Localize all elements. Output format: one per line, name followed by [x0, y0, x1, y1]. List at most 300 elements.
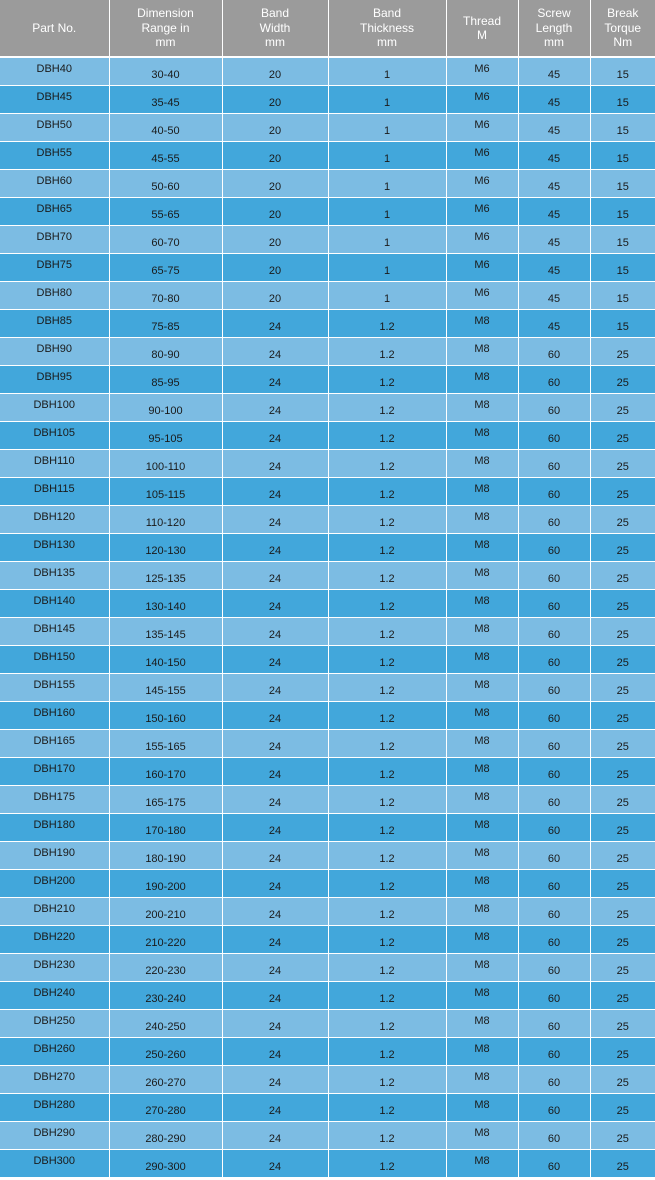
dimension-range-cell: 155-165	[109, 729, 222, 757]
band-width-cell: 24	[222, 953, 328, 981]
screw-length-cell: 45	[518, 281, 590, 309]
thread-cell: M6	[446, 225, 518, 253]
screw-length-cell: 60	[518, 561, 590, 589]
part-no-cell: DBH155	[0, 673, 109, 701]
table-row	[0, 813, 655, 841]
thread-cell: M8	[446, 449, 518, 477]
header-row	[0, 0, 655, 57]
thread-cell: M8	[446, 589, 518, 617]
dimension-range-cell: 105-115	[109, 477, 222, 505]
dimension-range-cell: 260-270	[109, 1065, 222, 1093]
band-thickness-cell: 1.2	[328, 841, 446, 869]
band-width-cell: 20	[222, 113, 328, 141]
band-width-cell: 24	[222, 1121, 328, 1149]
table-row	[0, 617, 655, 645]
dimension-range-cell: 30-40	[109, 57, 222, 85]
table-header	[0, 0, 655, 57]
band-width-cell: 24	[222, 869, 328, 897]
screw-length-cell: 45	[518, 113, 590, 141]
screw-length-cell: 60	[518, 869, 590, 897]
thread-cell: M6	[446, 253, 518, 281]
band-width-cell: 24	[222, 1149, 328, 1177]
break-torque-cell: 25	[590, 1121, 655, 1149]
dimension-range-cell: 160-170	[109, 757, 222, 785]
band-width-cell: 24	[222, 925, 328, 953]
screw-length-cell: 60	[518, 365, 590, 393]
break-torque-cell: 25	[590, 505, 655, 533]
break-torque-cell: 25	[590, 953, 655, 981]
thread-cell: M6	[446, 141, 518, 169]
band-thickness-cell: 1.2	[328, 309, 446, 337]
thread-cell: M8	[446, 785, 518, 813]
part-no-cell: DBH300	[0, 1149, 109, 1177]
screw-length-cell: 60	[518, 505, 590, 533]
thread-cell: M8	[446, 561, 518, 589]
break-torque-cell: 15	[590, 309, 655, 337]
band-width-cell: 20	[222, 85, 328, 113]
part-no-cell: DBH240	[0, 981, 109, 1009]
table-row	[0, 477, 655, 505]
part-no-cell: DBH135	[0, 561, 109, 589]
table-row	[0, 701, 655, 729]
band-width-cell: 20	[222, 225, 328, 253]
break-torque-cell: 25	[590, 981, 655, 1009]
screw-length-cell: 60	[518, 645, 590, 673]
band-thickness-cell: 1.2	[328, 477, 446, 505]
table-row	[0, 1149, 655, 1177]
part-no-cell: DBH45	[0, 85, 109, 113]
break-torque-cell: 15	[590, 281, 655, 309]
table-row	[0, 645, 655, 673]
thread-cell: M8	[446, 337, 518, 365]
band-width-cell: 24	[222, 841, 328, 869]
part-no-cell: DBH150	[0, 645, 109, 673]
table-row	[0, 505, 655, 533]
screw-length-cell: 60	[518, 589, 590, 617]
dimension-range-cell: 125-135	[109, 561, 222, 589]
dimension-range-cell: 90-100	[109, 393, 222, 421]
band-thickness-cell: 1	[328, 141, 446, 169]
thread-cell: M8	[446, 869, 518, 897]
dimension-range-cell: 270-280	[109, 1093, 222, 1121]
thread-cell: M8	[446, 729, 518, 757]
band-thickness-cell: 1.2	[328, 925, 446, 953]
band-thickness-cell: 1.2	[328, 701, 446, 729]
part-no-cell: DBH210	[0, 897, 109, 925]
screw-length-cell: 60	[518, 617, 590, 645]
band-thickness-cell: 1.2	[328, 1009, 446, 1037]
dimension-range-cell: 165-175	[109, 785, 222, 813]
table-row	[0, 309, 655, 337]
break-torque-cell: 25	[590, 785, 655, 813]
band-width-cell: 24	[222, 533, 328, 561]
band-thickness-cell: 1.2	[328, 589, 446, 617]
thread-cell: M6	[446, 57, 518, 85]
thread-cell: M8	[446, 953, 518, 981]
band-thickness-cell: 1.2	[328, 673, 446, 701]
band-width-cell: 24	[222, 561, 328, 589]
band-width-cell: 24	[222, 645, 328, 673]
thread-cell: M6	[446, 85, 518, 113]
table-row	[0, 1093, 655, 1121]
band-thickness-cell: 1.2	[328, 953, 446, 981]
dimension-range-cell: 180-190	[109, 841, 222, 869]
band-thickness-cell: 1.2	[328, 813, 446, 841]
part-no-cell: DBH145	[0, 617, 109, 645]
table-row	[0, 841, 655, 869]
break-torque-cell: 25	[590, 1093, 655, 1121]
part-no-cell: DBH50	[0, 113, 109, 141]
dimension-range-cell: 150-160	[109, 701, 222, 729]
dimension-range-cell: 45-55	[109, 141, 222, 169]
screw-length-cell: 60	[518, 757, 590, 785]
table-row	[0, 169, 655, 197]
header-band-thickness: Band Thickness mm	[328, 0, 446, 57]
dimension-range-cell: 190-200	[109, 869, 222, 897]
band-width-cell: 24	[222, 449, 328, 477]
band-thickness-cell: 1.2	[328, 981, 446, 1009]
band-width-cell: 24	[222, 505, 328, 533]
dimension-range-cell: 200-210	[109, 897, 222, 925]
thread-cell: M8	[446, 813, 518, 841]
part-no-cell: DBH85	[0, 309, 109, 337]
header-dimension-range: Dimension Range in mm	[109, 0, 222, 57]
band-thickness-cell: 1.2	[328, 393, 446, 421]
table-row	[0, 953, 655, 981]
break-torque-cell: 15	[590, 169, 655, 197]
break-torque-cell: 15	[590, 141, 655, 169]
band-thickness-cell: 1	[328, 197, 446, 225]
screw-length-cell: 60	[518, 897, 590, 925]
break-torque-cell: 15	[590, 57, 655, 85]
band-thickness-cell: 1.2	[328, 785, 446, 813]
thread-cell: M8	[446, 1037, 518, 1065]
break-torque-cell: 25	[590, 393, 655, 421]
band-thickness-cell: 1.2	[328, 1037, 446, 1065]
table-row	[0, 281, 655, 309]
screw-length-cell: 45	[518, 57, 590, 85]
table-row	[0, 1065, 655, 1093]
screw-length-cell: 60	[518, 1149, 590, 1177]
part-no-cell: DBH230	[0, 953, 109, 981]
break-torque-cell: 25	[590, 617, 655, 645]
band-thickness-cell: 1.2	[328, 897, 446, 925]
band-thickness-cell: 1.2	[328, 645, 446, 673]
table-row	[0, 365, 655, 393]
break-torque-cell: 25	[590, 841, 655, 869]
part-no-cell: DBH60	[0, 169, 109, 197]
thread-cell: M8	[446, 673, 518, 701]
dimension-range-cell: 170-180	[109, 813, 222, 841]
break-torque-cell: 25	[590, 1037, 655, 1065]
band-width-cell: 20	[222, 141, 328, 169]
band-width-cell: 20	[222, 253, 328, 281]
thread-cell: M8	[446, 645, 518, 673]
dimension-range-cell: 80-90	[109, 337, 222, 365]
screw-length-cell: 45	[518, 253, 590, 281]
band-thickness-cell: 1.2	[328, 617, 446, 645]
band-width-cell: 24	[222, 1037, 328, 1065]
part-no-cell: DBH120	[0, 505, 109, 533]
dimension-range-cell: 85-95	[109, 365, 222, 393]
table-row	[0, 869, 655, 897]
table-row	[0, 1037, 655, 1065]
band-width-cell: 24	[222, 589, 328, 617]
part-no-cell: DBH65	[0, 197, 109, 225]
screw-length-cell: 60	[518, 841, 590, 869]
part-no-cell: DBH90	[0, 337, 109, 365]
screw-length-cell: 60	[518, 449, 590, 477]
thread-cell: M6	[446, 169, 518, 197]
screw-length-cell: 60	[518, 1037, 590, 1065]
break-torque-cell: 25	[590, 421, 655, 449]
break-torque-cell: 25	[590, 701, 655, 729]
part-no-cell: DBH175	[0, 785, 109, 813]
part-no-cell: DBH140	[0, 589, 109, 617]
part-no-cell: DBH260	[0, 1037, 109, 1065]
screw-length-cell: 45	[518, 141, 590, 169]
thread-cell: M8	[446, 925, 518, 953]
dimension-range-cell: 40-50	[109, 113, 222, 141]
screw-length-cell: 60	[518, 477, 590, 505]
table-row	[0, 757, 655, 785]
dimension-range-cell: 145-155	[109, 673, 222, 701]
table-row	[0, 1009, 655, 1037]
band-width-cell: 20	[222, 57, 328, 85]
screw-length-cell: 45	[518, 169, 590, 197]
thread-cell: M8	[446, 477, 518, 505]
part-no-cell: DBH55	[0, 141, 109, 169]
table-body	[0, 57, 655, 1177]
thread-cell: M8	[446, 1149, 518, 1177]
dimension-range-cell: 220-230	[109, 953, 222, 981]
band-thickness-cell: 1.2	[328, 561, 446, 589]
screw-length-cell: 60	[518, 1121, 590, 1149]
thread-cell: M8	[446, 365, 518, 393]
part-no-cell: DBH270	[0, 1065, 109, 1093]
table-row	[0, 337, 655, 365]
table-row	[0, 561, 655, 589]
part-no-cell: DBH280	[0, 1093, 109, 1121]
band-thickness-cell: 1	[328, 113, 446, 141]
part-no-cell: DBH160	[0, 701, 109, 729]
table-row	[0, 57, 655, 85]
thread-cell: M8	[446, 421, 518, 449]
thread-cell: M6	[446, 113, 518, 141]
band-width-cell: 24	[222, 785, 328, 813]
part-no-cell: DBH40	[0, 57, 109, 85]
band-thickness-cell: 1.2	[328, 1149, 446, 1177]
screw-length-cell: 45	[518, 85, 590, 113]
break-torque-cell: 15	[590, 225, 655, 253]
screw-length-cell: 60	[518, 1009, 590, 1037]
band-thickness-cell: 1.2	[328, 869, 446, 897]
part-no-cell: DBH130	[0, 533, 109, 561]
thread-cell: M8	[446, 897, 518, 925]
break-torque-cell: 25	[590, 533, 655, 561]
band-thickness-cell: 1	[328, 225, 446, 253]
table-row	[0, 785, 655, 813]
dimension-range-cell: 280-290	[109, 1121, 222, 1149]
break-torque-cell: 25	[590, 1009, 655, 1037]
screw-length-cell: 60	[518, 701, 590, 729]
part-no-cell: DBH180	[0, 813, 109, 841]
part-no-cell: DBH80	[0, 281, 109, 309]
dimension-range-cell: 55-65	[109, 197, 222, 225]
table-row	[0, 393, 655, 421]
table-row	[0, 1121, 655, 1149]
break-torque-cell: 15	[590, 253, 655, 281]
screw-length-cell: 45	[518, 225, 590, 253]
break-torque-cell: 25	[590, 477, 655, 505]
band-width-cell: 24	[222, 421, 328, 449]
break-torque-cell: 15	[590, 85, 655, 113]
dimension-range-cell: 75-85	[109, 309, 222, 337]
break-torque-cell: 25	[590, 449, 655, 477]
part-no-cell: DBH220	[0, 925, 109, 953]
band-width-cell: 24	[222, 337, 328, 365]
band-thickness-cell: 1.2	[328, 449, 446, 477]
dimension-range-cell: 95-105	[109, 421, 222, 449]
band-thickness-cell: 1.2	[328, 533, 446, 561]
band-width-cell: 24	[222, 393, 328, 421]
band-width-cell: 24	[222, 757, 328, 785]
part-no-cell: DBH100	[0, 393, 109, 421]
break-torque-cell: 25	[590, 1149, 655, 1177]
header-screw-length: Screw Length mm	[518, 0, 590, 57]
part-no-cell: DBH165	[0, 729, 109, 757]
screw-length-cell: 60	[518, 393, 590, 421]
break-torque-cell: 25	[590, 897, 655, 925]
header-part-no: Part No.	[0, 0, 109, 57]
dimension-range-cell: 130-140	[109, 589, 222, 617]
break-torque-cell: 15	[590, 113, 655, 141]
table-row	[0, 673, 655, 701]
band-width-cell: 24	[222, 981, 328, 1009]
part-no-cell: DBH105	[0, 421, 109, 449]
table-row	[0, 113, 655, 141]
band-width-cell: 24	[222, 729, 328, 757]
screw-length-cell: 45	[518, 197, 590, 225]
dimension-range-cell: 230-240	[109, 981, 222, 1009]
part-no-cell: DBH250	[0, 1009, 109, 1037]
thread-cell: M8	[446, 1093, 518, 1121]
table-row	[0, 141, 655, 169]
table-row	[0, 421, 655, 449]
band-width-cell: 24	[222, 1009, 328, 1037]
table-row	[0, 897, 655, 925]
break-torque-cell: 25	[590, 757, 655, 785]
screw-length-cell: 45	[518, 309, 590, 337]
dimension-range-cell: 35-45	[109, 85, 222, 113]
part-no-cell: DBH200	[0, 869, 109, 897]
band-width-cell: 24	[222, 1093, 328, 1121]
header-break-torque: Break Torque Nm	[590, 0, 655, 57]
part-no-cell: DBH190	[0, 841, 109, 869]
dimension-range-cell: 120-130	[109, 533, 222, 561]
band-thickness-cell: 1	[328, 57, 446, 85]
break-torque-cell: 25	[590, 365, 655, 393]
band-width-cell: 24	[222, 617, 328, 645]
screw-length-cell: 60	[518, 729, 590, 757]
screw-length-cell: 60	[518, 673, 590, 701]
dimension-range-cell: 135-145	[109, 617, 222, 645]
band-thickness-cell: 1.2	[328, 1093, 446, 1121]
band-width-cell: 24	[222, 365, 328, 393]
thread-cell: M8	[446, 841, 518, 869]
part-no-cell: DBH70	[0, 225, 109, 253]
break-torque-cell: 25	[590, 561, 655, 589]
thread-cell: M8	[446, 757, 518, 785]
part-no-cell: DBH110	[0, 449, 109, 477]
thread-cell: M8	[446, 1009, 518, 1037]
table-row	[0, 589, 655, 617]
screw-length-cell: 60	[518, 1093, 590, 1121]
thread-cell: M8	[446, 617, 518, 645]
screw-length-cell: 60	[518, 1065, 590, 1093]
table-row	[0, 533, 655, 561]
thread-cell: M8	[446, 701, 518, 729]
thread-cell: M8	[446, 1121, 518, 1149]
part-no-cell: DBH75	[0, 253, 109, 281]
screw-length-cell: 60	[518, 785, 590, 813]
table-row	[0, 225, 655, 253]
band-width-cell: 20	[222, 197, 328, 225]
band-thickness-cell: 1.2	[328, 1121, 446, 1149]
thread-cell: M8	[446, 1065, 518, 1093]
band-thickness-cell: 1	[328, 169, 446, 197]
band-width-cell: 24	[222, 813, 328, 841]
thread-cell: M8	[446, 533, 518, 561]
band-thickness-cell: 1.2	[328, 505, 446, 533]
dimension-range-cell: 100-110	[109, 449, 222, 477]
table-row	[0, 981, 655, 1009]
band-thickness-cell: 1	[328, 281, 446, 309]
break-torque-cell: 15	[590, 197, 655, 225]
band-thickness-cell: 1	[328, 253, 446, 281]
screw-length-cell: 60	[518, 421, 590, 449]
band-thickness-cell: 1.2	[328, 365, 446, 393]
table-row	[0, 449, 655, 477]
dimension-range-cell: 70-80	[109, 281, 222, 309]
break-torque-cell: 25	[590, 925, 655, 953]
part-no-cell: DBH95	[0, 365, 109, 393]
break-torque-cell: 25	[590, 869, 655, 897]
screw-length-cell: 60	[518, 981, 590, 1009]
band-width-cell: 24	[222, 1065, 328, 1093]
dimension-range-cell: 210-220	[109, 925, 222, 953]
screw-length-cell: 60	[518, 925, 590, 953]
band-thickness-cell: 1.2	[328, 421, 446, 449]
break-torque-cell: 25	[590, 813, 655, 841]
thread-cell: M6	[446, 197, 518, 225]
band-thickness-cell: 1.2	[328, 729, 446, 757]
dimension-range-cell: 140-150	[109, 645, 222, 673]
part-no-cell: DBH170	[0, 757, 109, 785]
header-thread: Thread M	[446, 0, 518, 57]
table-row	[0, 253, 655, 281]
part-no-cell: DBH290	[0, 1121, 109, 1149]
break-torque-cell: 25	[590, 673, 655, 701]
table-row	[0, 925, 655, 953]
dimension-range-cell: 110-120	[109, 505, 222, 533]
band-thickness-cell: 1.2	[328, 757, 446, 785]
break-torque-cell: 25	[590, 645, 655, 673]
break-torque-cell: 25	[590, 337, 655, 365]
screw-length-cell: 60	[518, 533, 590, 561]
band-width-cell: 24	[222, 701, 328, 729]
dimension-range-cell: 50-60	[109, 169, 222, 197]
